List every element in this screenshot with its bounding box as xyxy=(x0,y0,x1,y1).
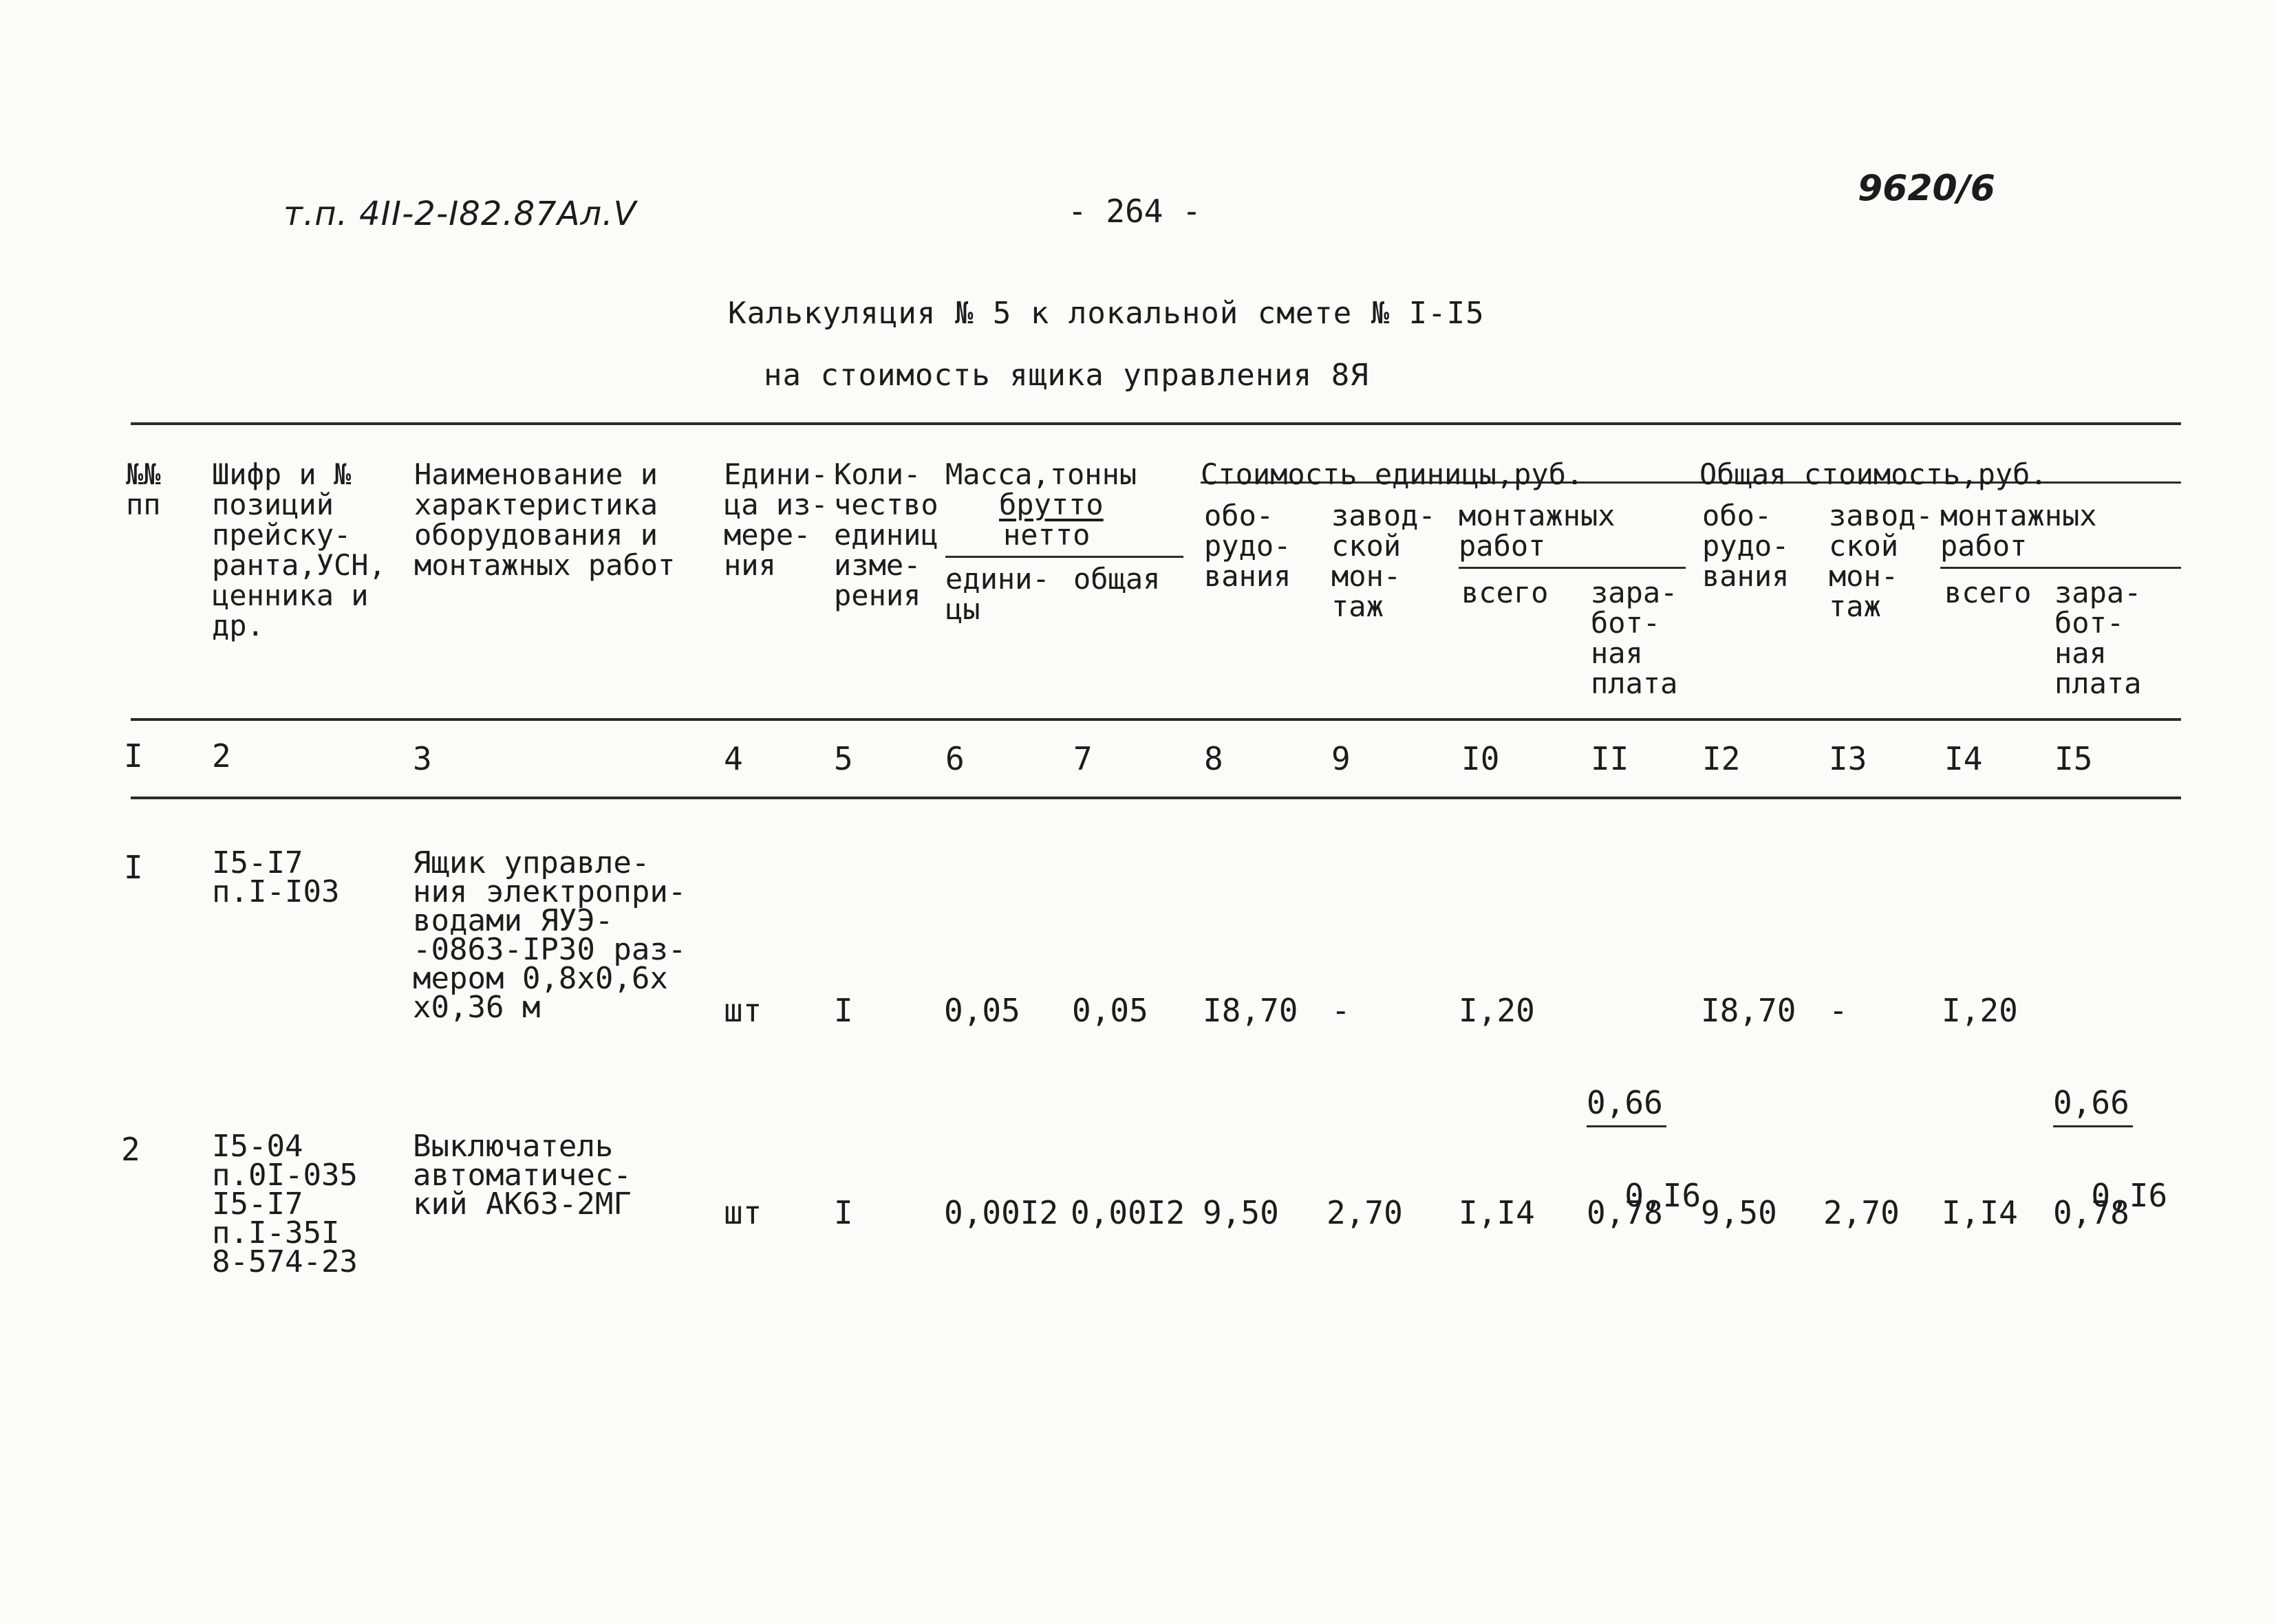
row-2-equipment-total: 9,50 xyxy=(1701,1194,1777,1231)
row-1-wage-unit xyxy=(1587,989,1701,1218)
row-2-mount-unit: I,I4 xyxy=(1459,1194,1535,1231)
column-number-11: II xyxy=(1591,740,1629,777)
header-unit-mount-total: всего xyxy=(1461,576,1549,609)
archive-number: 9620/6 xyxy=(1858,168,1995,209)
row-1-equipment-unit: I8,70 xyxy=(1203,992,1298,1029)
row-2-mount-total: I,I4 xyxy=(1942,1194,2018,1231)
row-1-equipment-total: I8,70 xyxy=(1701,992,1796,1029)
mass-subgroup-rule xyxy=(945,556,1183,558)
column-number-7: 7 xyxy=(1073,740,1093,777)
row-2-code: I5-04 п.0I-035 I5-I7 п.I-35I 8-574-23 xyxy=(212,1129,358,1279)
header-unit-mount-group: монтажных работ xyxy=(1459,499,1615,563)
row-1-unit: шт xyxy=(724,992,762,1029)
row-2-equipment-unit: 9,50 xyxy=(1203,1194,1279,1231)
document-code: т.п. 4II-2-I82.87Ал.V xyxy=(283,195,637,233)
row-1-number: I xyxy=(124,849,143,886)
row-2-mass-total: 0,00I2 xyxy=(1071,1194,1185,1231)
row-1-mass-total: 0,05 xyxy=(1072,992,1148,1029)
row-2-wage-total: 0,78 xyxy=(2053,1194,2129,1231)
column-number-12: I2 xyxy=(1702,740,1741,777)
row-1-mass-unit: 0,05 xyxy=(944,992,1020,1029)
header-number: №№ пп xyxy=(126,457,161,521)
row-1-wage-total-top: 0,66 xyxy=(2053,1080,2133,1127)
row-1-quantity: I xyxy=(834,992,853,1029)
column-number-5: 5 xyxy=(834,740,853,777)
row-1-wage-total-bottom: 0,I6 xyxy=(2091,1177,2168,1214)
header-name: Наименование и характеристика оборудования и монтажных работ xyxy=(414,457,676,582)
header-unit: Едини- ца из- мере- ния xyxy=(724,457,828,582)
unit-mount-rule xyxy=(1459,567,1686,569)
column-number-15: I5 xyxy=(2054,740,2093,777)
header-total-mount-group: монтажных работ xyxy=(1940,499,2097,563)
header-unit-cost-group: Стоимость единицы,руб. xyxy=(1201,457,1584,491)
header-total-wage: зара- бот- ная плата xyxy=(2054,576,2142,700)
column-number-1: I xyxy=(124,737,143,775)
page-title: Калькуляция № 5 к локальной смете № I-I5 xyxy=(728,296,1485,331)
total-mount-rule xyxy=(1940,567,2181,569)
row-2-quantity: I xyxy=(834,1194,853,1231)
table-top-rule xyxy=(131,422,2181,425)
header-total-equipment: обо- рудо- вания xyxy=(1702,499,1790,593)
row-2-mass-unit: 0,00I2 xyxy=(944,1194,1059,1231)
header-quantity: Коли- чество единиц изме- рения xyxy=(834,457,938,612)
row-2-number: 2 xyxy=(121,1131,140,1168)
column-number-3: 3 xyxy=(413,740,432,777)
column-number-10: I0 xyxy=(1461,740,1500,777)
header-mass-netto: нетто xyxy=(1003,518,1091,552)
numbers-bottom-rule xyxy=(131,797,2181,799)
column-number-6: 6 xyxy=(945,740,965,777)
column-number-14: I4 xyxy=(1944,740,1983,777)
header-unit-factory: завод- ской мон- таж xyxy=(1331,499,1436,623)
header-code: Шифр и № позиций прейску- ранта,УСН, ценника и др. xyxy=(212,457,386,642)
row-1-code: I5-I7 п.I-I03 xyxy=(212,845,340,909)
page-number: - 264 - xyxy=(1068,193,1201,230)
row-1-mount-unit: I,20 xyxy=(1459,992,1535,1029)
row-1-wage-unit-bottom: 0,I6 xyxy=(1624,1177,1701,1214)
row-1-name: Ящик управле- ния электропри- водами ЯУЭ- -0863-IP30 раз- мером 0,8х0,6х х0,36 м xyxy=(413,845,687,1025)
row-1-factory-total: - xyxy=(1829,992,1848,1029)
column-number-4: 4 xyxy=(724,740,743,777)
column-number-2: 2 xyxy=(212,737,231,775)
header-unit-equipment: обо- рудо- вания xyxy=(1204,499,1291,593)
header-bottom-rule xyxy=(131,718,2181,721)
header-total-factory: завод- ской мон- таж xyxy=(1829,499,1933,623)
row-1-mount-total: I,20 xyxy=(1942,992,2018,1029)
row-1-factory-unit: - xyxy=(1331,992,1351,1029)
page-subtitle: на стоимость ящика управления 8Я xyxy=(764,358,1369,393)
column-number-8: 8 xyxy=(1204,740,1223,777)
row-2-name: Выключатель автоматичес- кий АК63-2МГ xyxy=(413,1129,632,1222)
row-1-wage-unit-top: 0,66 xyxy=(1587,1080,1666,1127)
header-unit-wage: зара- бот- ная плата xyxy=(1591,576,1678,700)
header-mass-total: общая xyxy=(1073,562,1161,596)
row-1-wage-total xyxy=(2053,989,2167,1218)
row-2-unit: шт xyxy=(724,1194,762,1231)
column-number-13: I3 xyxy=(1829,740,1867,777)
header-mass-group: Масса,тонны xyxy=(945,457,1137,491)
column-number-9: 9 xyxy=(1331,740,1351,777)
header-total-mount-total: всего xyxy=(1944,576,2032,609)
header-mass-unit: едини- цы xyxy=(945,562,1050,626)
header-total-cost-group: Общая стоимость,руб. xyxy=(1699,457,2048,491)
row-2-factory-unit: 2,70 xyxy=(1327,1194,1403,1231)
row-2-wage-unit: 0,78 xyxy=(1587,1194,1663,1231)
header-mass-brutto: брутто xyxy=(999,488,1104,521)
row-2-factory-total: 2,70 xyxy=(1823,1194,1900,1231)
